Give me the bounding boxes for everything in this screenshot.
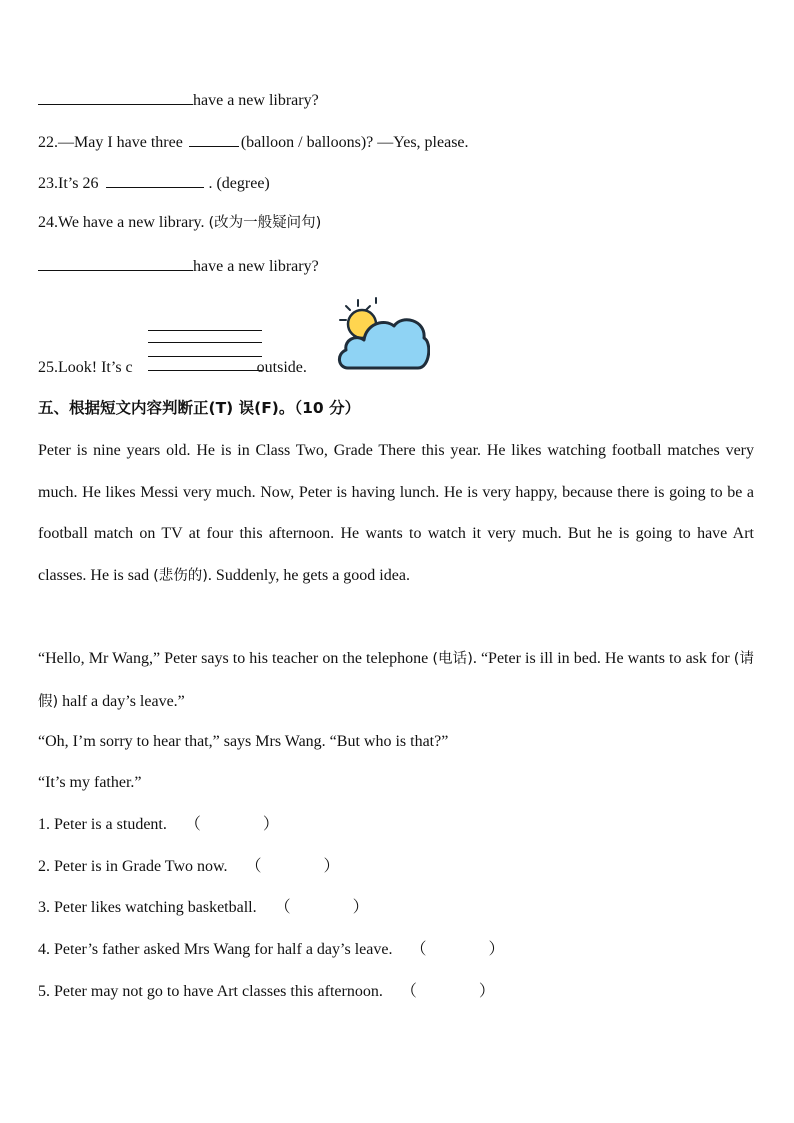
reading-passage-paragraph-4: “It’s my father.” [38,774,142,791]
statement-4: 4. Peter’s father asked Mrs Wang for half a day’s leave. （ ） [38,941,505,958]
sun-behind-cloud-icon [334,292,430,372]
question-23: 23.It’s 26 . (degree) [38,171,270,194]
statement-1: 1. Peter is a student. （ ） [38,816,279,833]
question-22: 22.—May I have three (balloon / balloons)? —Yes, please. [38,130,469,153]
statement-2: 2. Peter is in Grade Two now. （ ） [38,858,340,875]
answer-blank[interactable] [38,254,193,271]
answer-bracket[interactable]: （ ） [245,858,340,875]
reading-passage-paragraph-3: “Oh, I’m sorry to hear that,” says Mrs Wang. “But who is that?” [38,733,449,750]
answer-bracket[interactable]: （ ） [184,816,279,833]
answer-blank[interactable] [189,130,239,147]
q21-answer-line: have a new library? [38,88,319,111]
question-24: 24.We have a new library. (改为一般疑问句) [38,214,322,231]
answer-bracket[interactable]: （ ） [410,941,505,958]
four-line-writing-grid[interactable] [148,330,262,372]
answer-blank[interactable] [106,171,204,188]
section-heading: 五、根据短文内容判断正(T) 误(F)。（10 分） [38,399,361,417]
answer-blank[interactable] [38,88,193,105]
answer-bracket[interactable]: （ ） [400,983,495,1000]
q24-answer-line: have a new library? [38,254,319,277]
answer-bracket[interactable]: （ ） [274,899,369,916]
statement-3: 3. Peter likes watching basketball. （ ） [38,899,369,916]
reading-passage-paragraph-2: “Hello, Mr Wang,” Peter says to his teacher on the telephone (电话). “Peter is ill in bed. He wants to ask for (请假) half a day’s leave.” [38,650,754,710]
statement-5: 5. Peter may not go to have Art classes this afternoon. （ ） [38,983,495,1000]
question-25: 25.Look! It’s c outside. [38,359,307,376]
reading-passage-paragraph-1: Peter is nine years old. He is in Class Two, Grade There this year. He likes watching football matches very much. He likes Messi very much. Now, Peter is having lunch. He is very happy, because there is going to be a football match on TV at four this afternoon. He wants to watch it very much. But he is going to have Art classes. He is sad (悲伤的). Suddenly, he gets a good idea. [38,442,754,585]
